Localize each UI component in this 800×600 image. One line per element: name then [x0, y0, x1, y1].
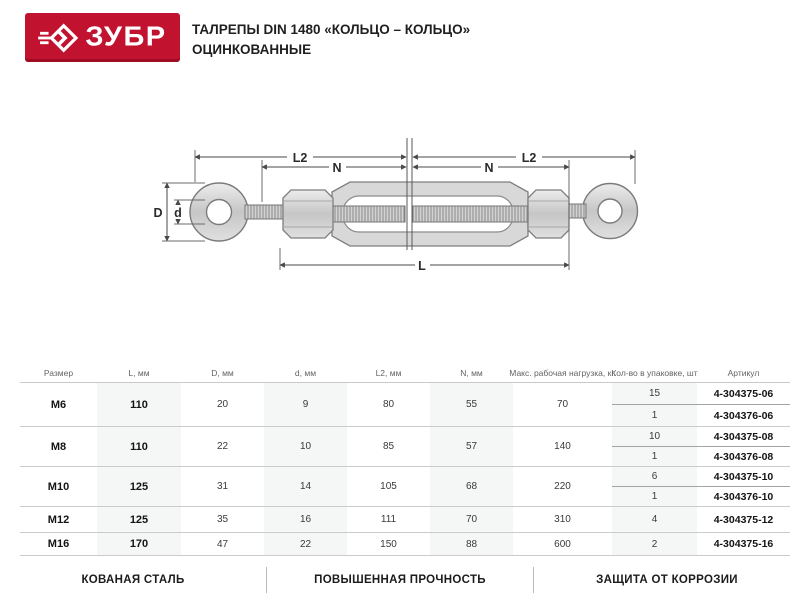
turnbuckle-drawing — [145, 118, 660, 293]
cell-load: 310 — [513, 507, 612, 533]
cell-L2: 105 — [347, 467, 430, 507]
cell-N: 68 — [430, 467, 513, 507]
cell-qty: 1 — [612, 447, 697, 467]
col-header: N, мм — [430, 363, 513, 383]
col-header: Размер — [20, 363, 97, 383]
right-rod — [413, 206, 528, 222]
cell-load: 220 — [513, 467, 612, 507]
cell-sku: 4-304375-08 — [697, 427, 790, 447]
cell-size: M10 — [20, 467, 97, 507]
cell-qty: 15 — [612, 383, 697, 405]
cell-N: 88 — [430, 533, 513, 556]
left-nut — [283, 190, 333, 238]
cell-size: M16 — [20, 533, 97, 556]
cell-sku: 4-304376-08 — [697, 447, 790, 467]
cell-sku: 4-304375-06 — [697, 383, 790, 405]
col-header: Макс. рабочая нагрузка, кг. — [513, 363, 612, 383]
cell-N: 55 — [430, 383, 513, 427]
cell-qty: 1 — [612, 405, 697, 427]
cell-L: 110 — [97, 383, 181, 427]
cell-L: 170 — [97, 533, 181, 556]
dim-label-L: L — [418, 259, 426, 273]
left-rod — [332, 206, 405, 222]
feature-corrosion-protection: ЗАЩИТА ОТ КОРРОЗИИ — [596, 574, 738, 586]
zubr-arrow-icon — [38, 21, 78, 55]
brand-name: ЗУБР — [85, 21, 167, 53]
cell-load: 70 — [513, 383, 612, 427]
cell-sku: 4-304376-06 — [697, 405, 790, 427]
cell-size: M8 — [20, 427, 97, 467]
cell-d: 16 — [264, 507, 347, 533]
cell-qty: 1 — [612, 487, 697, 507]
col-header: Кол-во в упаковке, шт — [612, 363, 697, 383]
cell-sku: 4-304376-10 — [697, 487, 790, 507]
left-eye-ring — [190, 183, 248, 241]
cell-d: 14 — [264, 467, 347, 507]
cell-L2: 85 — [347, 427, 430, 467]
product-title-line2: ОЦИНКОВАННЫЕ — [192, 42, 312, 57]
feature-high-strength: ПОВЫШЕННАЯ ПРОЧНОСТЬ — [314, 574, 486, 586]
cell-load: 140 — [513, 427, 612, 467]
right-eye-ring — [583, 184, 638, 239]
cell-L: 125 — [97, 467, 181, 507]
feature-forged-steel: КОВАНАЯ СТАЛЬ — [81, 574, 185, 586]
cell-D: 35 — [181, 507, 264, 533]
cell-L2: 150 — [347, 533, 430, 556]
right-nut — [528, 190, 569, 238]
dim-label-l2-left: L2 — [292, 151, 308, 165]
dim-label-n-right: N — [484, 161, 494, 175]
col-header: D, мм — [181, 363, 264, 383]
dim-label-n-left: N — [332, 161, 342, 175]
col-header: L2, мм — [347, 363, 430, 383]
cell-d: 9 — [264, 383, 347, 427]
dim-label-D: D — [153, 206, 163, 220]
cell-D: 20 — [181, 383, 264, 427]
cell-sku: 4-304375-10 — [697, 467, 790, 487]
product-title — [192, 20, 470, 60]
cell-L: 110 — [97, 427, 181, 467]
cell-N: 57 — [430, 427, 513, 467]
col-header: L, мм — [97, 363, 181, 383]
dim-label-l2-right: L2 — [521, 151, 537, 165]
cell-qty: 10 — [612, 427, 697, 447]
spec-table — [20, 363, 790, 556]
cell-qty: 4 — [612, 507, 697, 533]
cell-size: M12 — [20, 507, 97, 533]
cell-L2: 111 — [347, 507, 430, 533]
cell-qty: 6 — [612, 467, 697, 487]
cell-D: 31 — [181, 467, 264, 507]
col-header: Артикул — [697, 363, 790, 383]
dim-label-d: d — [174, 206, 182, 220]
cell-D: 22 — [181, 427, 264, 467]
features-bar — [0, 560, 800, 600]
cell-sku: 4-304375-16 — [697, 533, 790, 556]
cell-sku: 4-304375-12 — [697, 507, 790, 533]
product-title-line1: ТАЛРЕПЫ DIN 1480 «КОЛЬЦО – КОЛЬЦО» — [192, 22, 471, 37]
brand-logo — [25, 13, 180, 62]
cell-qty: 2 — [612, 533, 697, 556]
cell-d: 22 — [264, 533, 347, 556]
cell-N: 70 — [430, 507, 513, 533]
cell-L: 125 — [97, 507, 181, 533]
col-header: d, мм — [264, 363, 347, 383]
cell-load: 600 — [513, 533, 612, 556]
cell-L2: 80 — [347, 383, 430, 427]
cell-D: 47 — [181, 533, 264, 556]
cell-d: 10 — [264, 427, 347, 467]
left-threaded-shank — [245, 205, 285, 219]
cell-size: M6 — [20, 383, 97, 427]
